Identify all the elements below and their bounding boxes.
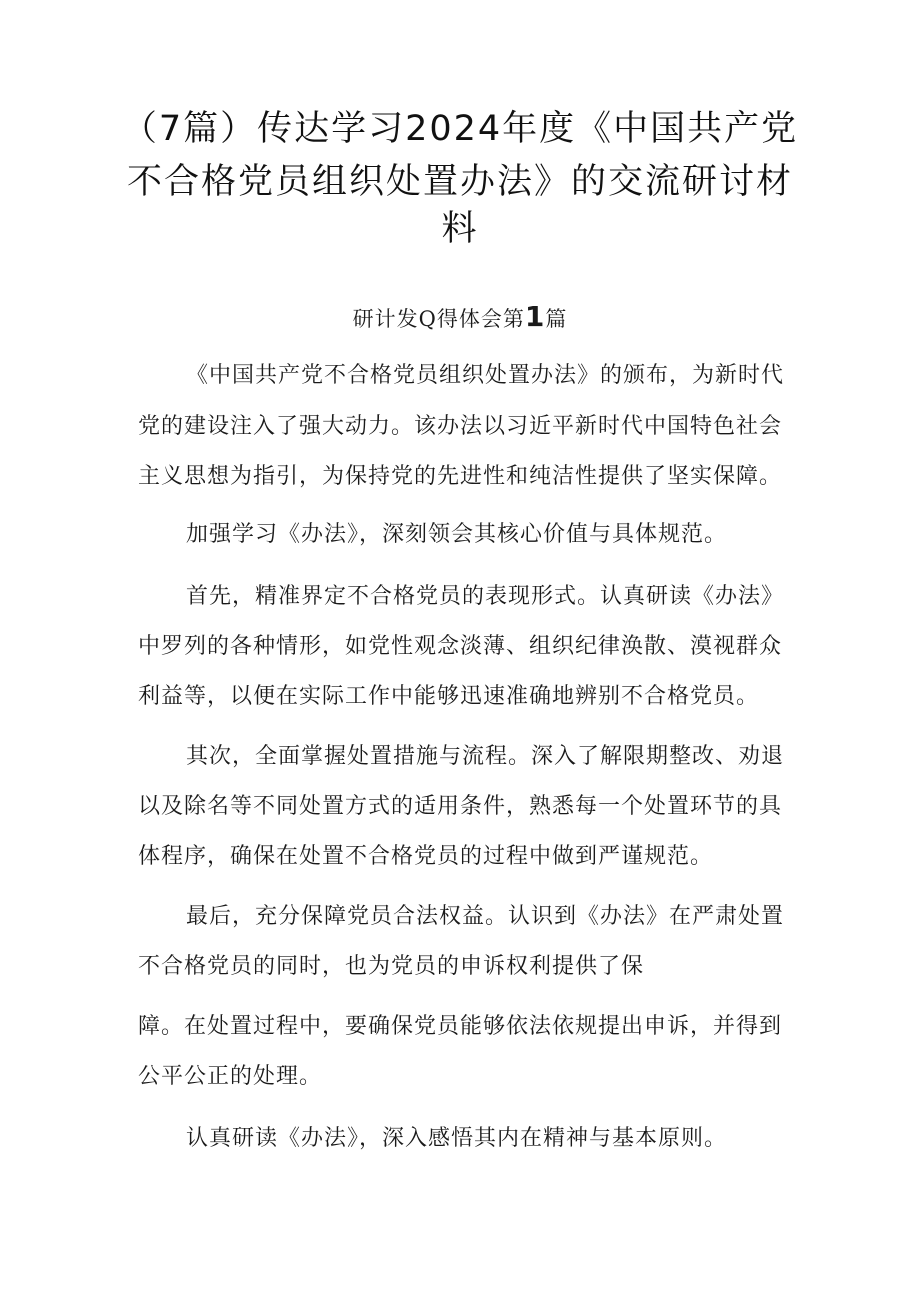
body-line-5: 首先，精准界定不合格党员的表现形式。认真研读《办法》 [186,584,785,609]
subtitle-prefix: 研计发Q得体会第 [352,307,525,331]
body-line-3: 主义思想为指引，为保持党的先进性和纯洁性提供了坚实保障。 [138,464,783,489]
body-line-1: 《中国共产党不合格党员组织处置办法》的颁布，为新时代 [186,363,785,388]
body-line-9: 以及除名等不同处置方式的适用条件，熟悉每一个处置环节的具 [138,794,783,819]
body-line-4: 加强学习《办法》，深刻领会其核心价值与具体规范。 [186,522,728,547]
body-line-6: 中罗列的各种情形，如党性观念淡薄、组织纪律涣散、漠视群众 [138,634,783,659]
body-line-10: 体程序，确保在处置不合格党员的过程中做到严谨规范。 [138,844,714,869]
subtitle-number: 1 [524,300,546,333]
body-line-15: 认真研读《办法》，深入感悟其内在精神与基本原则。 [186,1126,728,1151]
body-line-8: 其次，全面掌握处置措施与流程。深入了解限期整改、劝退 [186,744,785,769]
body-line-14: 公平公正的处理。 [138,1064,323,1089]
body-line-12: 不合格党员的同时，也为党员的申诉权利提供了保 [138,954,645,979]
body-line-13: 障。在处置过程中，要确保党员能够依法依规提出申诉，并得到 [138,1014,783,1039]
body-line-11: 最后，充分保障党员合法权益。认识到《办法》在严肃处置 [186,904,785,929]
document-title-line-1: （7篇）传达学习2024年度《中国共产党 [121,109,799,149]
document-title-line-3: 料 [441,209,479,249]
subtitle-suffix: 篇 [545,307,568,331]
body-line-2: 党的建设注入了强大动力。该办法以习近平新时代中国特色社会 [138,414,783,439]
document-title-line-2: 不合格党员组织处置办法》的交流研讨材 [126,162,793,202]
body-line-7: 利益等，以便在实际工作中能够迅速准确地辨别不合格党员。 [138,684,760,709]
section-subtitle [0,300,920,336]
